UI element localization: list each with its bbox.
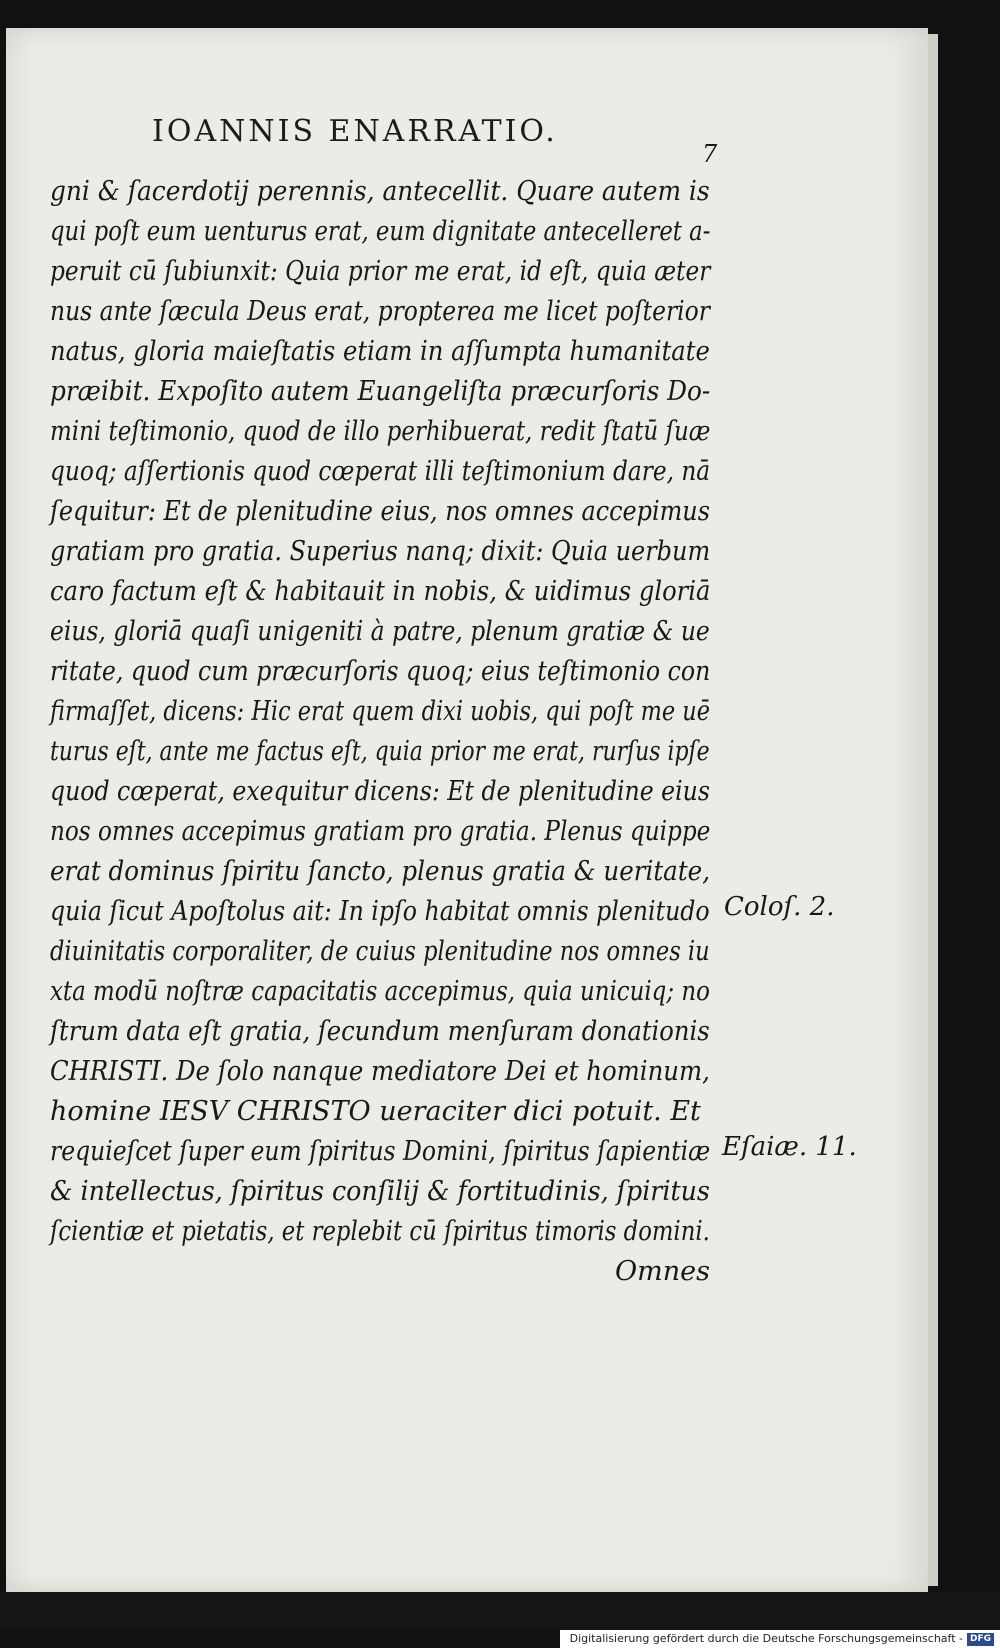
text-line: caro factum eſt & habitauit in nobis, & uidimus gloriā	[50, 576, 711, 607]
text-line: gratiam pro gratia. Superius nanq; dixit: Quia uerbum	[50, 536, 711, 567]
catchword: Omnes	[615, 1256, 710, 1287]
text-line: ſtrum data eſt gratia, ſecundum menſuram donationis	[50, 1016, 710, 1047]
footer-attribution	[560, 1630, 1000, 1648]
margin-note-isaiah: Eſaiæ. 11.	[722, 1132, 857, 1162]
text-line: ſequitur: Et de plenitudine eius, nos omnes accepimus	[50, 496, 710, 527]
text-line: gni & ſacerdotij perennis, antecellit. Quare autem is	[50, 176, 710, 207]
text-line: homine IESV CHRISTO ueraciter dici potuit. Et	[50, 1096, 701, 1127]
page-edge	[928, 34, 938, 1586]
text-line: ritate, quod cum præcurſoris quoq; eius teſtimonio con	[50, 656, 711, 687]
text-line: peruit cū ſubiunxit: Quia prior me erat, id eſt, quia æter	[50, 256, 711, 287]
text-line: firmaſſet, dicens: Hic erat quem dixi uobis, qui poſt me uē	[50, 696, 711, 727]
dfg-logo-icon: DFG	[967, 1633, 994, 1646]
text-line: requieſcet ſuper eum ſpiritus Domini, ſpiritus ſapientiæ	[50, 1136, 711, 1167]
text-line: eius, gloriā quaſi unigeniti à patre, plenum gratiæ & ue	[50, 616, 710, 647]
text-line: præibit. Expoſito autem Euangeliſta præcurſoris Do-	[50, 376, 711, 407]
text-line: qui poſt eum uenturus erat, eum dignitate antecelleret a-	[50, 216, 711, 247]
text-line: quoq; aſſertionis quod cœperat illi teſtimonium dare, nā	[50, 456, 711, 487]
footer-text: Digitalisierung gefördert durch die Deutsche Forschungsgemeinschaft -	[569, 1632, 963, 1645]
text-line: nus ante ſæcula Deus erat, propterea me licet poſterior	[50, 296, 710, 327]
text-line: erat dominus ſpiritu ſancto, plenus gratia & ueritate,	[50, 856, 711, 887]
text-line: mini teſtimonio, quod de illo perhibuerat, redit ſtatū ſuæ	[50, 416, 711, 447]
scan-background	[0, 1592, 1000, 1630]
folio-number: 7	[702, 140, 718, 168]
running-head: IOANNIS ENARRATIO.	[152, 114, 558, 149]
text-line: ſcientiæ et pietatis, et replebit cū ſpiritus timoris domini.	[50, 1216, 710, 1247]
text-line: quod cœperat, exequitur dicens: Et de plenitudine eius	[50, 776, 710, 807]
main-text	[50, 172, 710, 1292]
margin-note-colossians: Coloſ. 2.	[724, 892, 835, 922]
text-line: natus, gloria maieſtatis etiam in aſſumpta humanitate	[50, 336, 710, 367]
text-line: CHRISTI. De ſolo nanque mediatore Dei et hominum,	[50, 1056, 710, 1087]
text-line: nos omnes accepimus gratiam pro gratia. Plenus quippe	[50, 816, 711, 847]
text-line: turus eſt, ante me factus eſt, quia prior me erat, rurſus ipſe	[50, 736, 710, 767]
text-line: quia ſicut Apoſtolus ait: In ipſo habitat omnis plenitudo	[50, 896, 710, 927]
text-line: diuinitatis corporaliter, de cuius plenitudine nos omnes iu	[50, 936, 710, 967]
text-line: xta modū noſtræ capacitatis accepimus, quia unicuiq; no	[50, 976, 710, 1007]
text-line: & intellectus, ſpiritus conſilij & fortitudinis, ſpiritus	[50, 1176, 710, 1207]
